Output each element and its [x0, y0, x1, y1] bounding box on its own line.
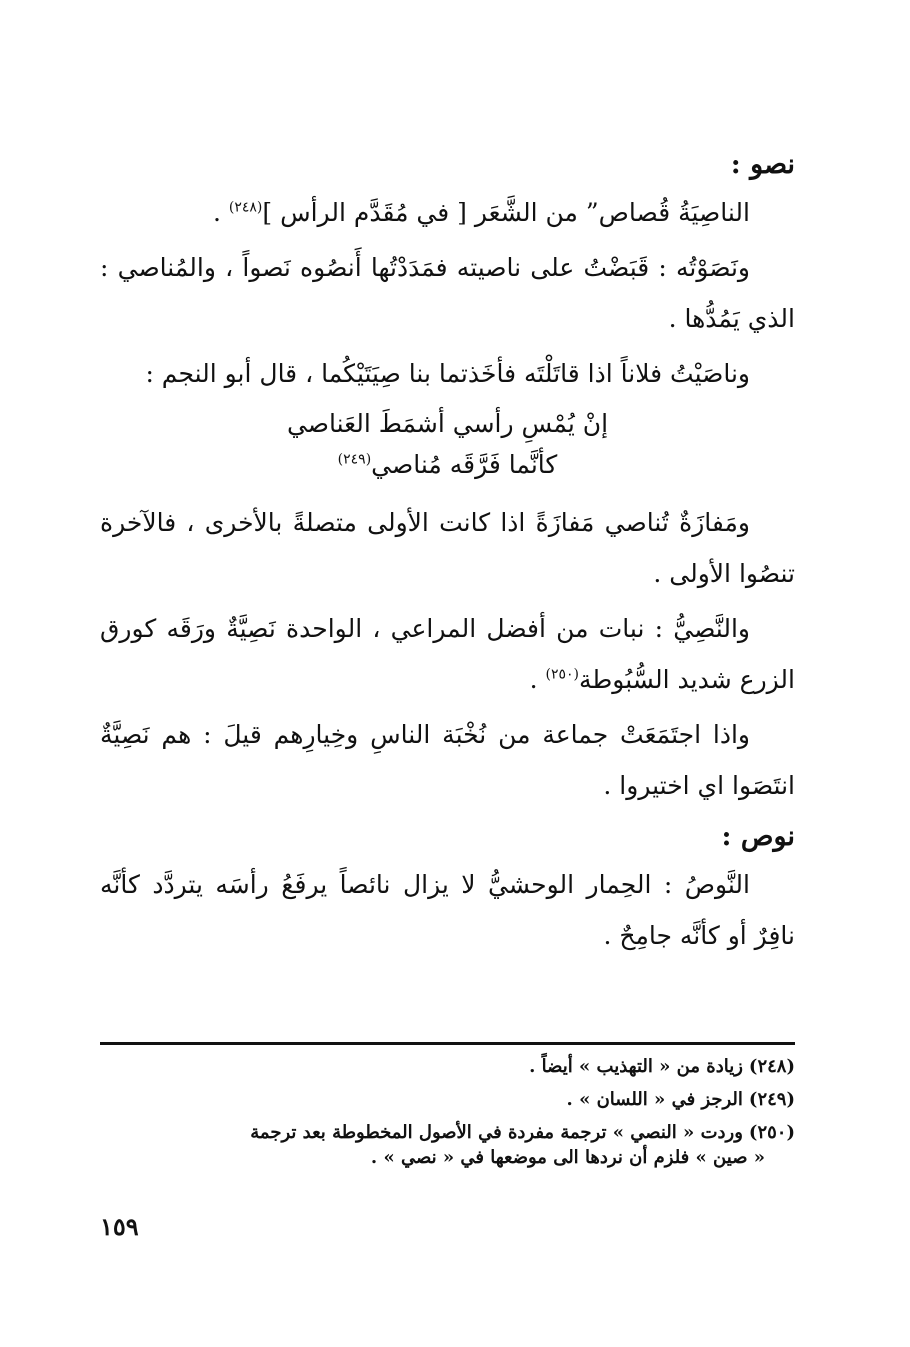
verse-line-2-text: كأنَّما فَرَّقَه مُناصي	[371, 450, 558, 479]
page-number: ١٥٩	[100, 1212, 139, 1241]
footnote-ref-250: (٢٥٠)	[545, 666, 579, 683]
footnote-number: (٢٤٨)	[748, 1056, 795, 1077]
footnote-text: زيادة من « التهذيب » أيضاً .	[529, 1056, 743, 1077]
poem-verse	[100, 403, 795, 485]
footnote-248	[100, 1050, 795, 1083]
paragraph-nasiya	[100, 187, 795, 238]
footnote-text: الرجز في « اللسان » .	[566, 1089, 743, 1110]
footnote-divider	[100, 1042, 795, 1045]
footnote-number: (٢٥٠)	[748, 1122, 795, 1143]
verse-line-1: إنْ يُمْسِ رأسي أشمَطَ العَناصي	[286, 409, 609, 438]
paragraph-nasawtuhu: ونَصَوْتُه : قَبَضْتُ على ناصيته فمَدَدْتُها أَنصُوه نَصواً ، والمُناصي : الذي يَمُدُّها .	[100, 253, 795, 333]
entry-heading-nasw: نصو :	[730, 149, 795, 180]
footnotes	[100, 1050, 795, 1174]
paragraph-end: .	[212, 198, 229, 227]
footnote-ref-249: (٢٤٩)	[337, 451, 372, 468]
paragraph-ijtamaat: واذا اجتَمَعَتْ جماعة من نُخْبَة الناسِ وخِيارِهم قيلَ : هم نَصِيَّةٌ انتَصَوا اي اختيروا .	[100, 720, 795, 800]
footnote-250-continuation: « صين » فلزم أن نردها الى موضعها في « نصي » .	[370, 1147, 765, 1168]
entry-heading-naws: نوص :	[721, 821, 795, 852]
footnote-ref-248: (٢٤٨)	[228, 199, 263, 216]
paragraph-nasiyy	[100, 603, 795, 705]
verse-line-2	[100, 444, 795, 485]
paragraph-nawsu: النَّوصُ : الحِمار الوحشيُّ لا يزال نائصاً يرفَعُ رأسَه يتردَّد كأنَّه نافِرٌ أو كأنَّه جامِحٌ .	[100, 870, 795, 950]
footnote-249	[100, 1083, 795, 1116]
paragraph-mafaza: ومَفازَةٌ تُناصي مَفازَةً اذا كانت الأولى متصلةً بالأخرى ، فالآخرة تنصُوا الأولى .	[100, 508, 795, 588]
footnote-number: (٢٤٩)	[748, 1089, 795, 1110]
footnote-text: وردت « النصي » ترجمة مفردة في الأصول المخطوطة بعد ترجمة	[250, 1122, 743, 1143]
paragraph-nasaytu: وناصَيْتُ فلاناً اذا قاتَلْتَه فأخَذتما بنا صِيَتَيْكُما ، قال أبو النجم :	[145, 359, 750, 388]
paragraph-text: الناصِيَةُ قُصاص” من الشَّعَر [ في مُقَدَّم الرأس ]	[262, 198, 750, 227]
paragraph-text: والنَّصِيُّ : نبات من أفضل المراعي ، الواحدة نَصِيَّةٌ ورَقَه كورق الزرع شديد السُّبُوطة	[100, 614, 795, 694]
paragraph-end: .	[529, 665, 546, 694]
